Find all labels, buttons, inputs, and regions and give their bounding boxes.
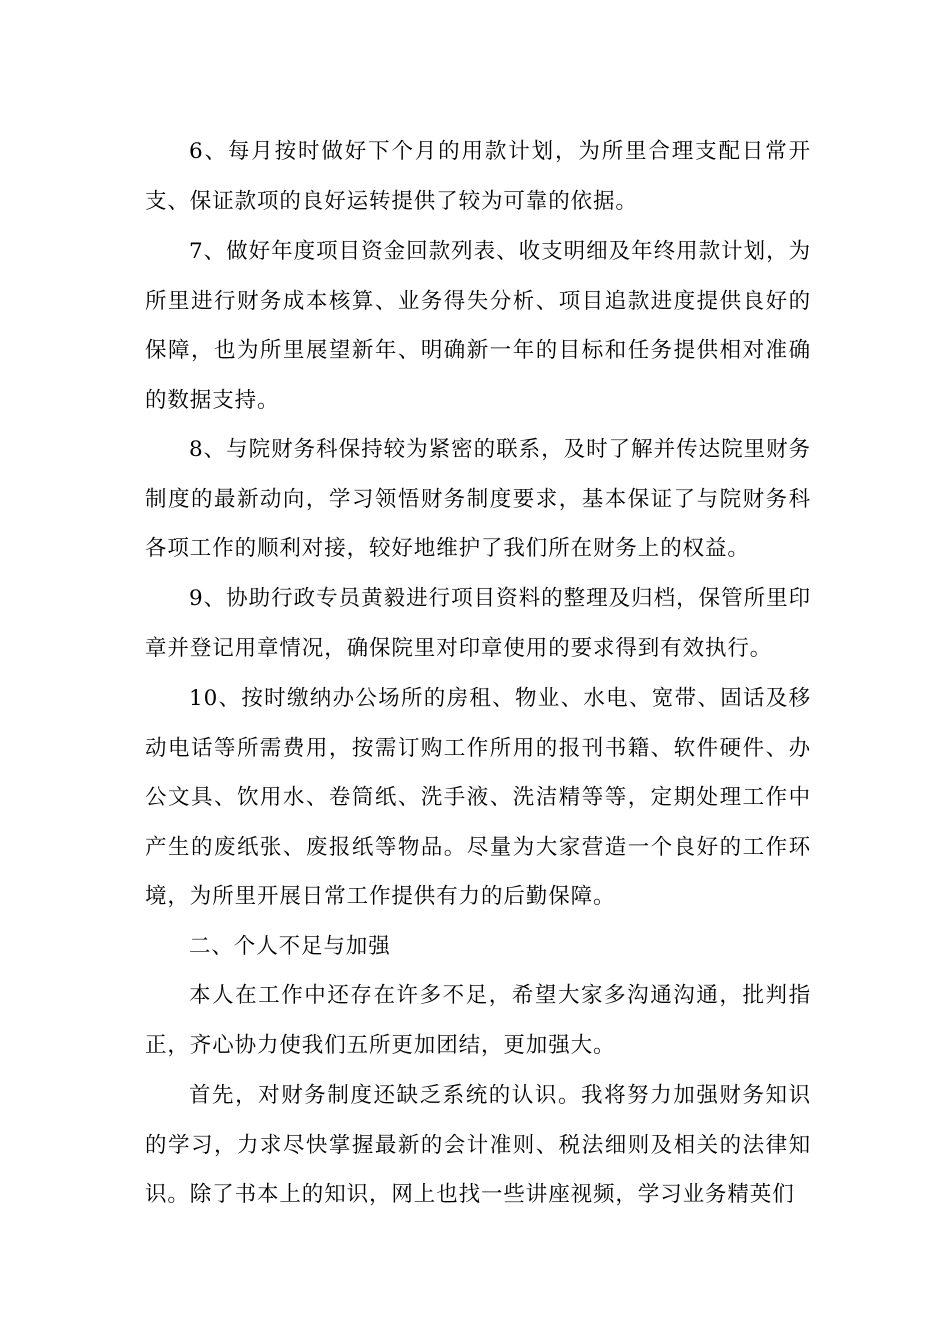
paragraph-first-improvement: 首先，对财务制度还缺乏系统的认识。我将努力加强财务知识的学习，力求尽快掌握最新的会计准则、税法细则及相关的法律知识。除了书本上的知识，网上也找一些讲座视频，学习业务精英们 bbox=[145, 1083, 811, 1208]
paragraph-item-9: 9、协助行政专员黄毅进行项目资料的整理及归档，保管所里印章并登记用章情况，确保院里对印章使用的要求得到有效执行。 bbox=[145, 586, 811, 661]
paragraph-item-7: 7、做好年度项目资金回款列表、收支明细及年终用款计划，为所里进行财务成本核算、业务得失分析、项目追款进度提供良好的保障，也为所里展望新年、明确新一年的目标和任务提供相对准确的数据支持。 bbox=[145, 239, 811, 413]
section-heading: 二、个人不足与加强 bbox=[189, 934, 391, 959]
paragraph-item-10: 10、按时缴纳办公场所的房租、物业、水电、宽带、固话及移动电话等所需费用，按需订购工作所用的报刊书籍、软件硬件、办公文具、饮用水、卷筒纸、洗手液、洗洁精等等，定期处理工作中产生的废纸张、废报纸等物品。尽量为大家营造一个良好的工作环境，为所里开展日常工作提供有力的后勤保障。 bbox=[145, 686, 811, 910]
paragraph-shortcomings: 本人在工作中还存在许多不足，希望大家多沟通沟通，批判指正，齐心协力使我们五所更加团结，更加强大。 bbox=[145, 983, 811, 1058]
paragraph-item-6: 6、每月按时做好下个月的用款计划，为所里合理支配日常开支、保证款项的良好运转提供了较为可靠的依据。 bbox=[145, 139, 811, 214]
paragraph-item-8: 8、与院财务科保持较为紧密的联系，及时了解并传达院里财务制度的最新动向，学习领悟财务制度要求，基本保证了与院财务科各项工作的顺利对接，较好地维护了我们所在财务上的权益。 bbox=[145, 437, 811, 562]
